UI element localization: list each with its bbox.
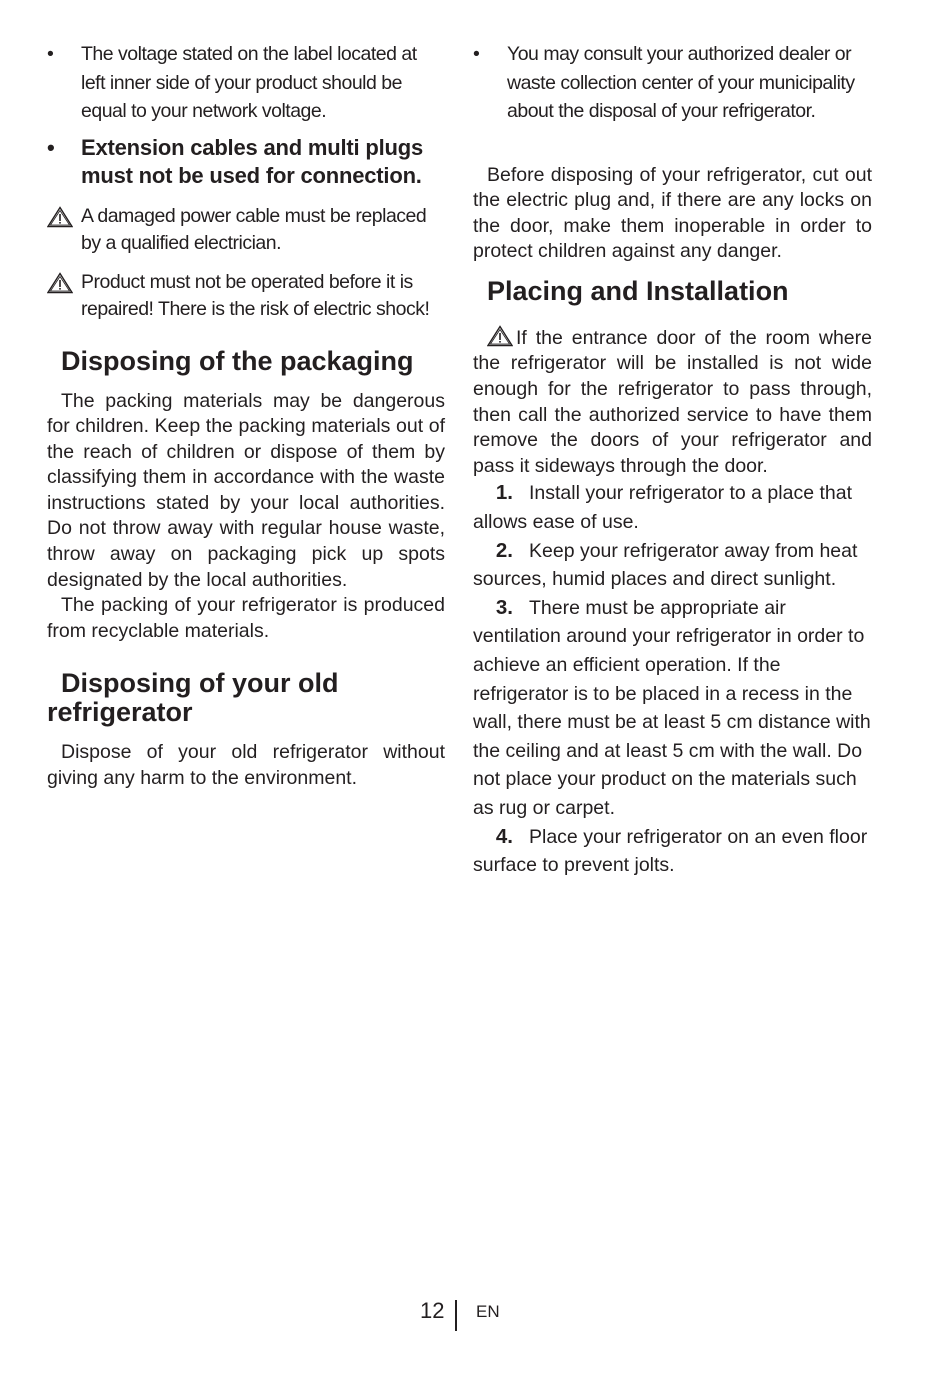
recyclable-paragraph: The packing of your refrigerator is produced from recyclable materials.	[47, 594, 445, 642]
damaged-cable-text: A damaged power cable must be replaced by a qualified electrician.	[81, 204, 427, 254]
packaging-paragraph: The packing materials may be dangerous for children. Keep the packing materials out of the reach of children or dispose of them by classifying them in accordance with the waste instructions stated by your local authorities. Do not throw away with regular house waste, throw away on packaging pick up spots designated by the local authorities.	[47, 389, 445, 591]
consult-dealer-text: You may consult your authorized dealer or waste collection center of your municipality about the disposal of your refrigerator.	[507, 43, 855, 122]
warning-triangle-icon	[487, 325, 513, 347]
shock-warning-text: Product must not be operated before it is repaired! There is the risk of electric shock!	[81, 270, 430, 320]
heading-old-text: Disposing of your old refrigerator	[47, 668, 339, 728]
heading-disposing-packaging: Disposing of the packaging	[61, 345, 414, 376]
bullet-icon: •	[47, 43, 54, 65]
heading-placing-installation: Placing and Installation	[487, 275, 789, 306]
before-disposing-paragraph: Before disposing of your refrigerator, cut out the electric plug and, if there are any locks on the door, make them inoperable in order to protect children against any danger.	[473, 163, 872, 263]
step-2	[473, 537, 872, 594]
entrance-door-text: If the entrance door of the room where the refrigerator will be installed is not wide enough for the refrigerator to pass through, then call the authorized service to have them remove the doors of your refrigerator and pass it sideways through the door.	[473, 326, 872, 477]
voltage-bullet	[47, 40, 445, 126]
damaged-cable-warning	[47, 203, 445, 257]
left-column	[47, 40, 445, 792]
step-text: There must be appropriate air ventilation around your refrigerator in order to achieve an efficient operation. If the refrigerator is to be placed in a recess in the wall, there must be at least 5 cm distance with the ceiling and at least 5 cm with the wall. Do not place your product on the materials such as rug or carpet.	[473, 596, 871, 819]
entrance-door-warning	[473, 325, 872, 480]
warning-triangle-icon	[47, 272, 73, 294]
language-code: EN	[476, 1302, 500, 1321]
footer-divider	[455, 1300, 457, 1331]
step-text: Place your refrigerator on an even floor surface to prevent jolts.	[473, 825, 868, 877]
step-number: 3.	[495, 595, 513, 619]
consult-dealer-bullet	[473, 40, 872, 126]
bullet-icon: •	[473, 43, 480, 65]
step-number: 2.	[495, 538, 513, 562]
step-text: Install your refrigerator to a place that allows ease of use.	[473, 482, 852, 534]
shock-warning	[47, 269, 445, 323]
warning-triangle-icon	[47, 206, 73, 228]
extension-cables-bullet	[47, 134, 445, 191]
step-number: 1.	[495, 481, 513, 505]
right-column	[473, 40, 872, 880]
page-number: 12	[420, 1298, 445, 1323]
bullet-icon: •	[47, 134, 55, 160]
voltage-text: The voltage stated on the label located at left inner side of your product should be equal to your network voltage.	[81, 43, 417, 122]
old-refrigerator-paragraph: Dispose of your old refrigerator without giving any harm to the environment.	[47, 741, 445, 790]
heading-disposing-old-refrigerator	[47, 669, 445, 727]
page-footer	[0, 1297, 950, 1333]
step-number: 4.	[495, 824, 513, 848]
extension-cables-text: Extension cables and multi plugs must not be used for connection.	[81, 134, 424, 188]
step-1	[473, 479, 872, 536]
step-3	[473, 594, 872, 823]
step-4	[473, 823, 872, 880]
step-text: Keep your refrigerator away from heat sources, humid places and direct sunlight.	[473, 539, 858, 591]
